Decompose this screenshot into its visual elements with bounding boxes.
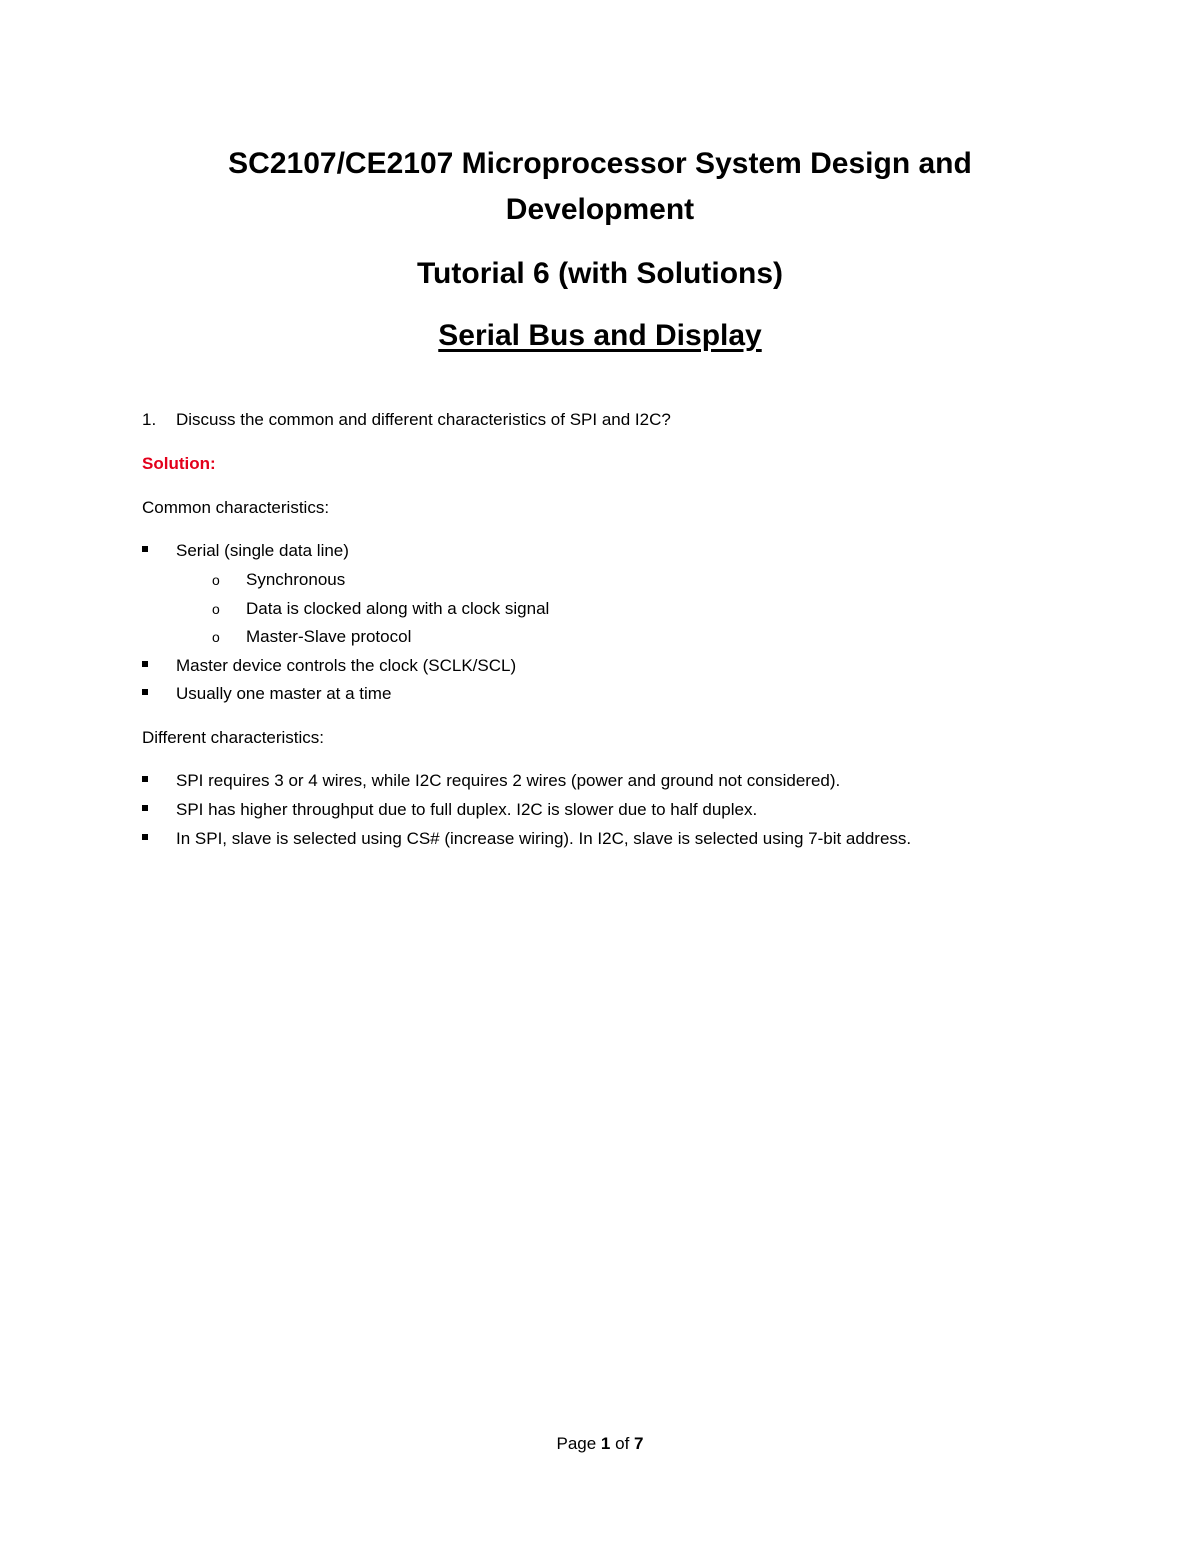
question-text: Discuss the common and different characteristics of SPI and I2C?	[176, 410, 671, 429]
circle-bullet-icon: o	[212, 601, 220, 617]
document-title-line-1: SC2107/CE2107 Microprocessor System Design and	[228, 147, 972, 180]
question-1	[142, 409, 671, 431]
square-bullet-icon	[142, 689, 148, 695]
square-bullet-icon	[142, 805, 148, 811]
list-item-text: Synchronous	[246, 570, 346, 589]
square-bullet-icon	[142, 834, 148, 840]
page-word: Page	[556, 1434, 597, 1453]
circle-bullet-icon: o	[212, 629, 220, 645]
list-item-text: SPI has higher throughput due to full duplex. I2C is slower due to half duplex.	[176, 800, 758, 819]
document-title-line-2: Development	[505, 193, 695, 226]
list-item-text: Usually one master at a time	[176, 684, 392, 703]
list-item-text: In SPI, slave is selected using CS# (increase wiring). In I2C, slave is selected using 7-bit address.	[176, 829, 912, 848]
square-bullet-icon	[142, 661, 148, 667]
current-page-number: 1	[600, 1434, 611, 1453]
list-item-text: Data is clocked along with a clock signal	[246, 599, 550, 618]
total-pages-number: 7	[634, 1434, 644, 1453]
square-bullet-icon	[142, 776, 148, 782]
page-footer	[0, 1433, 1200, 1455]
list-item-text: Master device controls the clock (SCLK/SCL)	[176, 656, 517, 675]
square-bullet-icon	[142, 546, 148, 552]
different-characteristics-heading: Different characteristics:	[142, 728, 325, 747]
list-item-text: SPI requires 3 or 4 wires, while I2C requires 2 wires (power and ground not considered).	[176, 771, 841, 790]
document-topic: Serial Bus and Display	[438, 319, 762, 352]
question-number: 1.	[142, 410, 157, 429]
common-characteristics-heading: Common characteristics:	[142, 498, 330, 517]
list-item-text: Serial (single data line)	[176, 541, 349, 560]
document-subtitle: Tutorial 6 (with Solutions)	[416, 257, 784, 290]
solution-label: Solution:	[142, 454, 216, 473]
of-word: of	[615, 1434, 630, 1453]
list-item-text: Master-Slave protocol	[246, 627, 412, 646]
circle-bullet-icon: o	[212, 572, 220, 588]
